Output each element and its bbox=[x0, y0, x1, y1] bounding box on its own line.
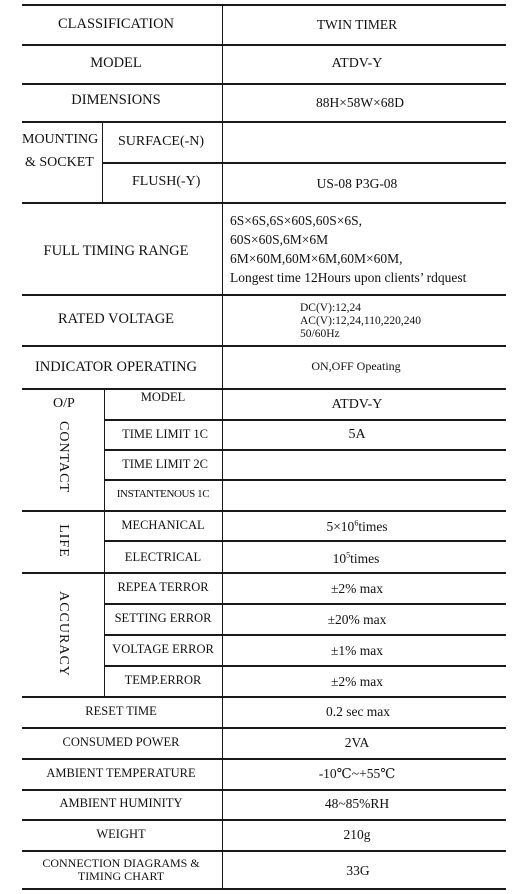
indicator-value: ON,OFF Opeating bbox=[311, 359, 401, 373]
row-divider bbox=[22, 758, 506, 760]
column-divider bbox=[104, 388, 105, 697]
accuracy-row-label: TEMP.ERROR bbox=[124, 673, 202, 687]
row-divider bbox=[22, 202, 506, 204]
row-divider bbox=[22, 789, 506, 791]
connection-label-line1: CONNECTION DIAGRAMS & bbox=[42, 856, 200, 870]
model-value: ATDV-Y bbox=[331, 56, 383, 71]
accuracy-vertical-label: ACCURACY bbox=[56, 591, 71, 677]
accuracy-row-label: SETTING ERROR bbox=[114, 611, 212, 625]
row-divider bbox=[22, 388, 506, 390]
accuracy-row-value: ±2% max bbox=[330, 674, 384, 689]
accuracy-row-value: ±20% max bbox=[327, 612, 387, 627]
life-mechanical-exponent: 6 bbox=[354, 518, 359, 528]
row-divider bbox=[22, 83, 506, 85]
life-electrical-label: ELECTRICAL bbox=[124, 550, 202, 564]
weight-label: WEIGHT bbox=[96, 827, 146, 841]
row-divider bbox=[22, 345, 506, 347]
row-divider bbox=[104, 540, 506, 542]
reset-time-label: RESET TIME bbox=[85, 704, 157, 718]
surface-label: SURFACE(-N) bbox=[118, 134, 205, 149]
row-divider bbox=[22, 44, 506, 46]
timing-range-line: 6M×60M,60M×6M,60M×60M, bbox=[230, 251, 403, 266]
op-label: O/P bbox=[53, 396, 75, 411]
life-electrical-exponent: 5 bbox=[346, 550, 351, 560]
rated-voltage-line: DC(V):12,24 bbox=[300, 302, 362, 314]
classification-label: CLASSIFICATION bbox=[57, 16, 175, 32]
column-divider bbox=[102, 121, 103, 203]
timing-range-line: Longest time 12Hours upon clients’ rdquest bbox=[230, 270, 467, 285]
accuracy-row-value: ±2% max bbox=[330, 581, 384, 596]
op-contact-row-label: INSTANTENOUS 1C bbox=[116, 488, 210, 500]
ambient-huminity-label: AMBIENT HUMINITY bbox=[59, 796, 183, 810]
life-electrical-base: 10 bbox=[332, 551, 347, 566]
row-divider bbox=[22, 727, 506, 729]
row-divider bbox=[102, 162, 506, 164]
op-contact-row-value: ATDV-Y bbox=[331, 397, 383, 412]
connection-value: 33G bbox=[346, 863, 370, 878]
consumed-power-value: 2VA bbox=[344, 735, 370, 750]
row-divider bbox=[104, 634, 506, 636]
timing-range-line: 60S×60S,6M×6M bbox=[230, 232, 329, 247]
life-electrical-value bbox=[333, 552, 380, 566]
accuracy-row-label: VOLTAGE ERROR bbox=[112, 642, 214, 656]
accuracy-row-value: ±1% max bbox=[330, 643, 384, 658]
indicator-label: INDICATOR OPERATING bbox=[34, 359, 198, 375]
mounting-label-line1: MOUNTING bbox=[22, 132, 99, 147]
dimensions-value: 88H×58W×68D bbox=[316, 95, 404, 110]
rated-voltage-line: AC(V):12,24,110,220,240 bbox=[300, 315, 421, 327]
rated-voltage-label: RATED VOLTAGE bbox=[57, 311, 175, 327]
op-contact-row-label: TIME LIMIT 1C bbox=[122, 427, 208, 441]
accuracy-row-label: REPEA TERROR bbox=[117, 580, 209, 594]
rated-voltage-line: 50/60Hz bbox=[300, 328, 340, 340]
mounting-label-line2: & SOCKET bbox=[25, 155, 94, 170]
row-divider bbox=[104, 419, 506, 421]
timing-range-label: FULL TIMING RANGE bbox=[43, 243, 189, 259]
row-divider bbox=[104, 449, 506, 451]
life-mechanical-label: MECHANICAL bbox=[121, 518, 205, 532]
flush-value: US-08 P3G-08 bbox=[316, 176, 398, 191]
row-divider bbox=[22, 696, 506, 698]
row-divider bbox=[22, 121, 506, 123]
ambient-temperature-value: -10℃~+55℃ bbox=[318, 766, 396, 781]
row-divider bbox=[22, 510, 506, 512]
table-border-bottom bbox=[22, 888, 506, 890]
row-divider bbox=[104, 603, 506, 605]
connection-label-line2: TIMING CHART bbox=[77, 869, 165, 883]
op-contact-row-label: TIME LIMIT 2C bbox=[122, 457, 208, 471]
life-electrical-unit: times bbox=[350, 551, 380, 566]
contact-vertical-label: CONTACT bbox=[56, 421, 71, 493]
life-mechanical-value bbox=[326, 520, 387, 534]
life-mechanical-unit: times bbox=[358, 519, 388, 534]
row-divider bbox=[22, 850, 506, 852]
model-label: MODEL bbox=[90, 55, 142, 71]
ambient-huminity-value: 48~85%RH bbox=[324, 796, 390, 811]
timing-range-line: 6S×6S,6S×60S,60S×6S, bbox=[230, 213, 363, 228]
flush-label: FLUSH(-Y) bbox=[132, 174, 201, 189]
op-contact-row-value: 5A bbox=[348, 427, 366, 442]
consumed-power-label: CONSUMED POWER bbox=[62, 735, 180, 749]
row-divider bbox=[22, 819, 506, 821]
weight-value: 210g bbox=[343, 827, 371, 842]
row-divider bbox=[22, 572, 506, 574]
row-divider bbox=[22, 294, 506, 296]
life-mechanical-base: 5×10 bbox=[326, 519, 355, 534]
life-vertical-label: LIFE bbox=[56, 524, 71, 558]
row-divider bbox=[104, 665, 506, 667]
row-divider bbox=[104, 479, 506, 481]
reset-time-value: 0.2 sec max bbox=[325, 704, 391, 719]
column-divider bbox=[222, 4, 223, 889]
op-contact-row-label: MODEL bbox=[140, 390, 186, 404]
ambient-temperature-label: AMBIENT TEMPERATURE bbox=[46, 766, 196, 780]
table-border-top bbox=[22, 4, 506, 6]
classification-value: TWIN TIMER bbox=[316, 17, 398, 32]
dimensions-label: DIMENSIONS bbox=[71, 92, 161, 108]
